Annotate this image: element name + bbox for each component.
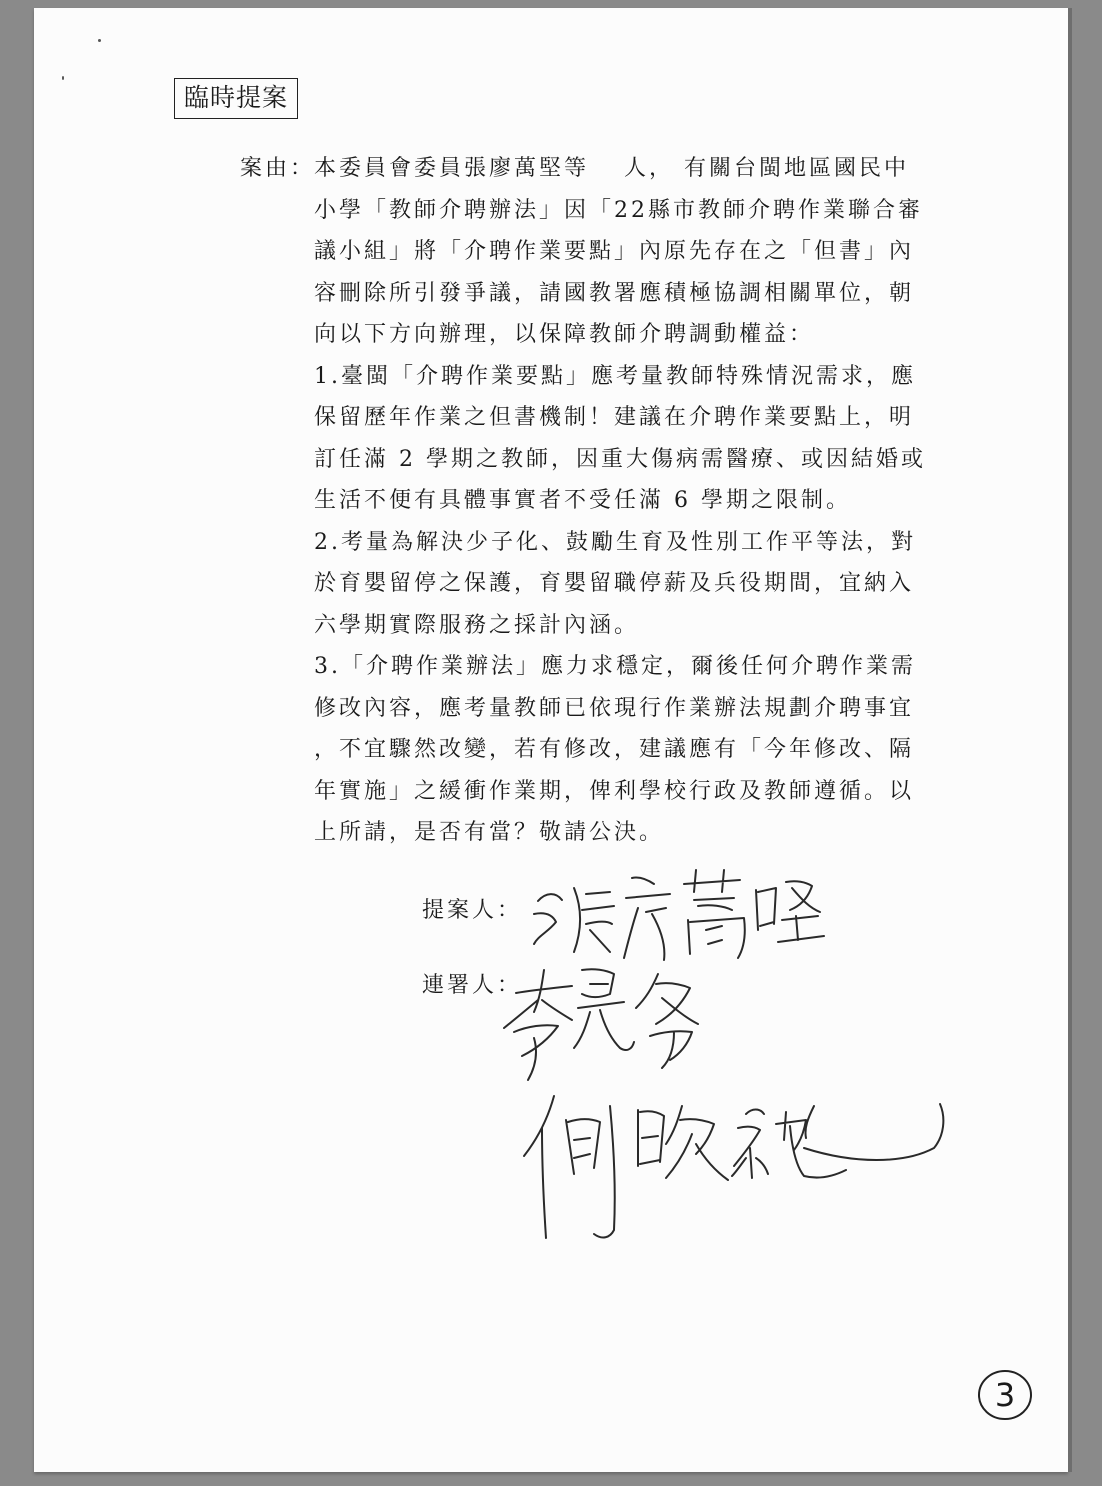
case-label: 案由： [240, 156, 316, 181]
case-text-line: 1.臺閩「介聘作業要點」應考量教師特殊情況需求，應 [314, 363, 916, 389]
heading-box: 臨時提案 [174, 78, 298, 119]
case-text-line: 保留歷年作業之但書機制！建議在介聘作業要點上，明 [314, 405, 915, 430]
cosigner-label: 連署人： [422, 973, 523, 998]
cosigner-signature-1 [504, 969, 698, 1080]
page-number-circle [977, 1368, 1033, 1422]
case-text-line: 容刪除所引發爭議，請國教署應積極協調相關單位，朝 [314, 280, 915, 306]
document-page [34, 8, 1068, 1472]
case-text-line: 年實施」之緩衝作業期，俾利學校行政及教師遵循。以 [314, 778, 915, 804]
case-text-line: 3.「介聘作業辦法」應力求穩定，爾後任何介聘作業需 [314, 654, 916, 679]
case-text-line: 本委員會委員張廖萬堅等 人， 有關台閩地區國民中 [314, 156, 909, 181]
proposer-label: 提案人： [422, 898, 523, 923]
case-text-line: 向以下方向辦理，以保障教師介聘調動權益： [314, 322, 815, 347]
case-text-line: 生活不便有具體事實者不受任滿 6 學期之限制。 [314, 488, 851, 513]
case-text-line: 2.考量為解決少子化、鼓勵生育及性別工作平等法，對 [314, 529, 916, 555]
case-text-line: 訂任滿 2 學期之教師，因重大傷病需醫療、或因結婚或 [314, 446, 926, 472]
cosigner-signature-2 [524, 1096, 943, 1238]
case-text-line: 議小組」將「介聘作業要點」內原先存在之「但書」內 [314, 239, 915, 264]
case-text-line: ，不宜驟然改變，若有修改，建議應有「今年修改、隔 [314, 737, 915, 762]
case-text-line: 六學期實際服務之採計內涵。 [314, 612, 640, 638]
page-number: 3 [994, 1376, 1016, 1414]
case-text-line: 上所請，是否有當？敬請公決。 [314, 820, 665, 845]
case-text-line: 於育嬰留停之保護，育嬰留職停薪及兵役期間，宜納入 [314, 571, 915, 596]
case-text-line: 修改內容，應考量教師已依現行作業辦法規劃介聘事宜 [314, 695, 915, 721]
handwritten-signatures [34, 8, 1068, 1472]
case-text-line: 小學「教師介聘辦法」因「22縣市教師介聘作業聯合審 [314, 197, 923, 223]
proposer-signature [534, 870, 824, 960]
